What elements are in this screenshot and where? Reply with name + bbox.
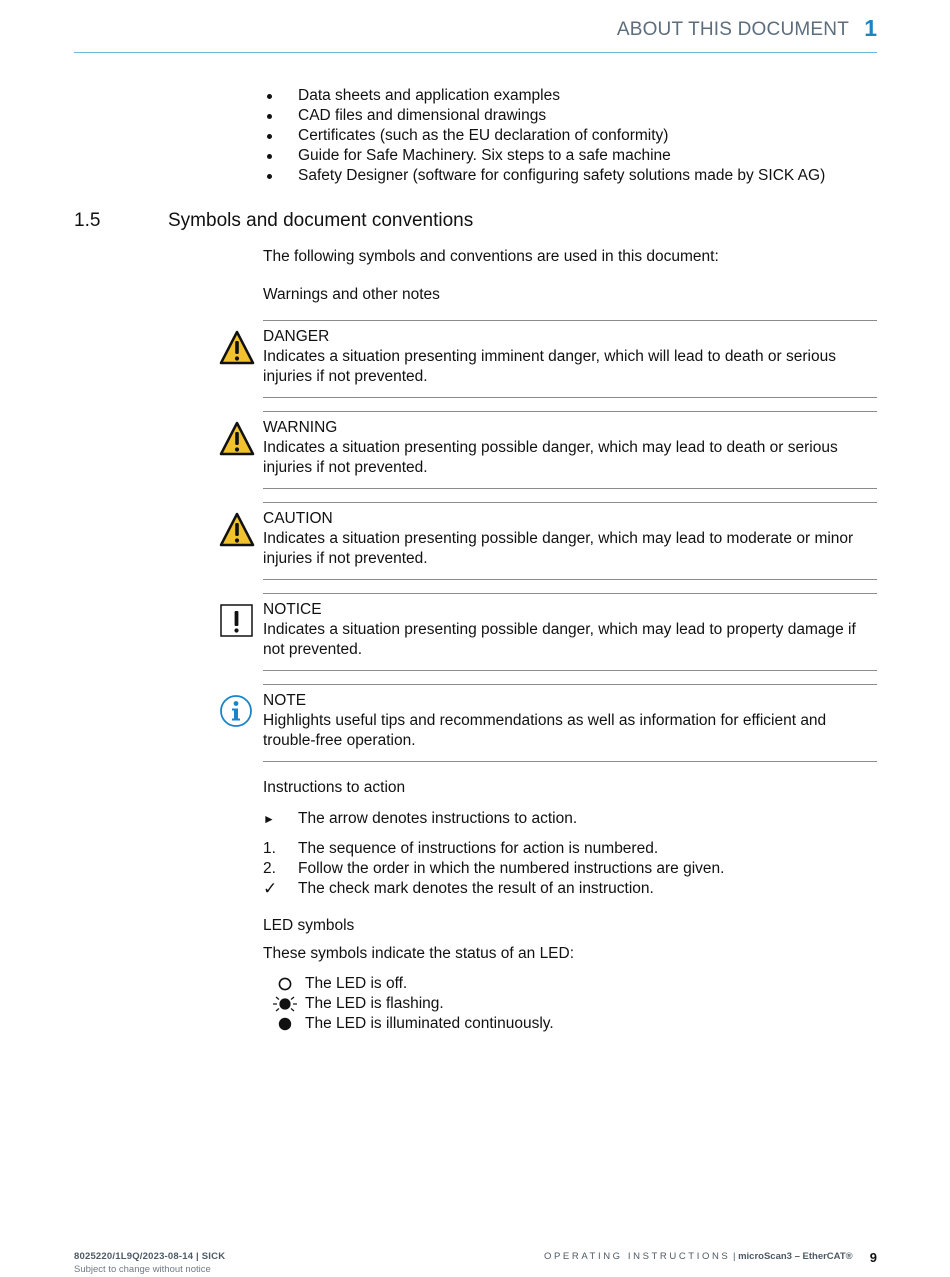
info-circle-icon [219, 693, 255, 729]
warnings-heading: Warnings and other notes [263, 286, 440, 303]
exclamation-box-icon [219, 603, 255, 639]
arrow-icon: ► [263, 812, 275, 826]
notice-text: trouble-free operation. [263, 732, 416, 749]
footer-product: microScan3 – EtherCAT® [738, 1251, 853, 1262]
led-intro: These symbols indicate the status of an LED: [263, 945, 575, 962]
list-item: Certificates (such as the EU declaration of conformity) [263, 126, 825, 146]
notice-text: Indicates a situation presenting possible danger, which may lead to property damage if [263, 621, 856, 638]
notice-text: injuries if not prevented. [263, 550, 428, 567]
led-heading: LED symbols [263, 917, 355, 934]
warning-notice [263, 411, 877, 489]
notice-text: not prevented. [263, 641, 363, 658]
header-title: ABOUT THIS DOCUMENT [616, 19, 849, 40]
warning-triangle-icon [219, 421, 255, 457]
led-on-icon [272, 1016, 298, 1032]
led-text: The LED is flashing. [305, 995, 444, 1012]
instructions-heading: Instructions to action [263, 779, 406, 796]
check-mark-icon: ✓ [263, 879, 278, 898]
step-number: 2. [263, 860, 276, 877]
footer-subtitle: Subject to change without notice [74, 1264, 211, 1275]
instruction-text: Follow the order in which the numbered instructions are given. [298, 860, 725, 877]
section-number: 1.5 [74, 210, 101, 231]
note-notice [263, 684, 877, 762]
list-item: Safety Designer (software for configuring safety solutions made by SICK AG) [263, 166, 825, 186]
notice-label: WARNING [263, 419, 338, 436]
notice-text: Indicates a situation presenting possible danger, which may lead to moderate or minor [263, 530, 854, 547]
chapter-number: 1 [864, 15, 877, 41]
led-text: The LED is illuminated continuously. [305, 1015, 554, 1032]
footer-doc-type: OPERATING INSTRUCTIONS [544, 1251, 731, 1262]
notice-text: Indicates a situation presenting possible danger, which may lead to death or serious [263, 439, 838, 456]
notice-text: injuries if not prevented. [263, 459, 428, 476]
led-flashing-icon [272, 996, 298, 1012]
caution-notice [263, 502, 877, 580]
page-number: 9 [869, 1250, 877, 1265]
list-item: Data sheets and application examples [263, 86, 825, 106]
section-intro: The following symbols and conventions are used in this document: [263, 248, 719, 265]
led-text: The LED is off. [305, 975, 408, 992]
list-item: CAD files and dimensional drawings [263, 106, 825, 126]
notice-text: Highlights useful tips and recommendations as well as information for efficient and [263, 712, 827, 729]
list-item: Guide for Safe Machinery. Six steps to a safe machine [263, 146, 825, 166]
bullet-list [263, 86, 825, 186]
warning-triangle-icon [219, 330, 255, 366]
danger-notice [263, 320, 877, 398]
page-header [74, 14, 877, 53]
notice-label: DANGER [263, 328, 330, 345]
notice-text: injuries if not prevented. [263, 368, 428, 385]
notice-notice [263, 593, 877, 671]
instruction-text: The sequence of instructions for action is numbered. [298, 840, 659, 857]
footer-doc-ref: 8025220/1L9Q/2023-08-14 | SICK [74, 1251, 226, 1262]
section-title: Symbols and document conventions [168, 210, 474, 231]
instruction-text: The check mark denotes the result of an instruction. [298, 880, 654, 897]
notice-label: NOTICE [263, 601, 322, 618]
notice-label: NOTE [263, 692, 307, 709]
led-off-icon [272, 976, 298, 992]
step-number: 1. [263, 840, 276, 857]
footer-separator: | [730, 1251, 739, 1262]
instruction-text: The arrow denotes instructions to action. [298, 810, 578, 827]
notice-text: Indicates a situation presenting imminent danger, which will lead to death or serious [263, 348, 836, 365]
warning-triangle-icon [219, 512, 255, 548]
notice-label: CAUTION [263, 510, 333, 527]
footer-doc-title [544, 1251, 853, 1262]
